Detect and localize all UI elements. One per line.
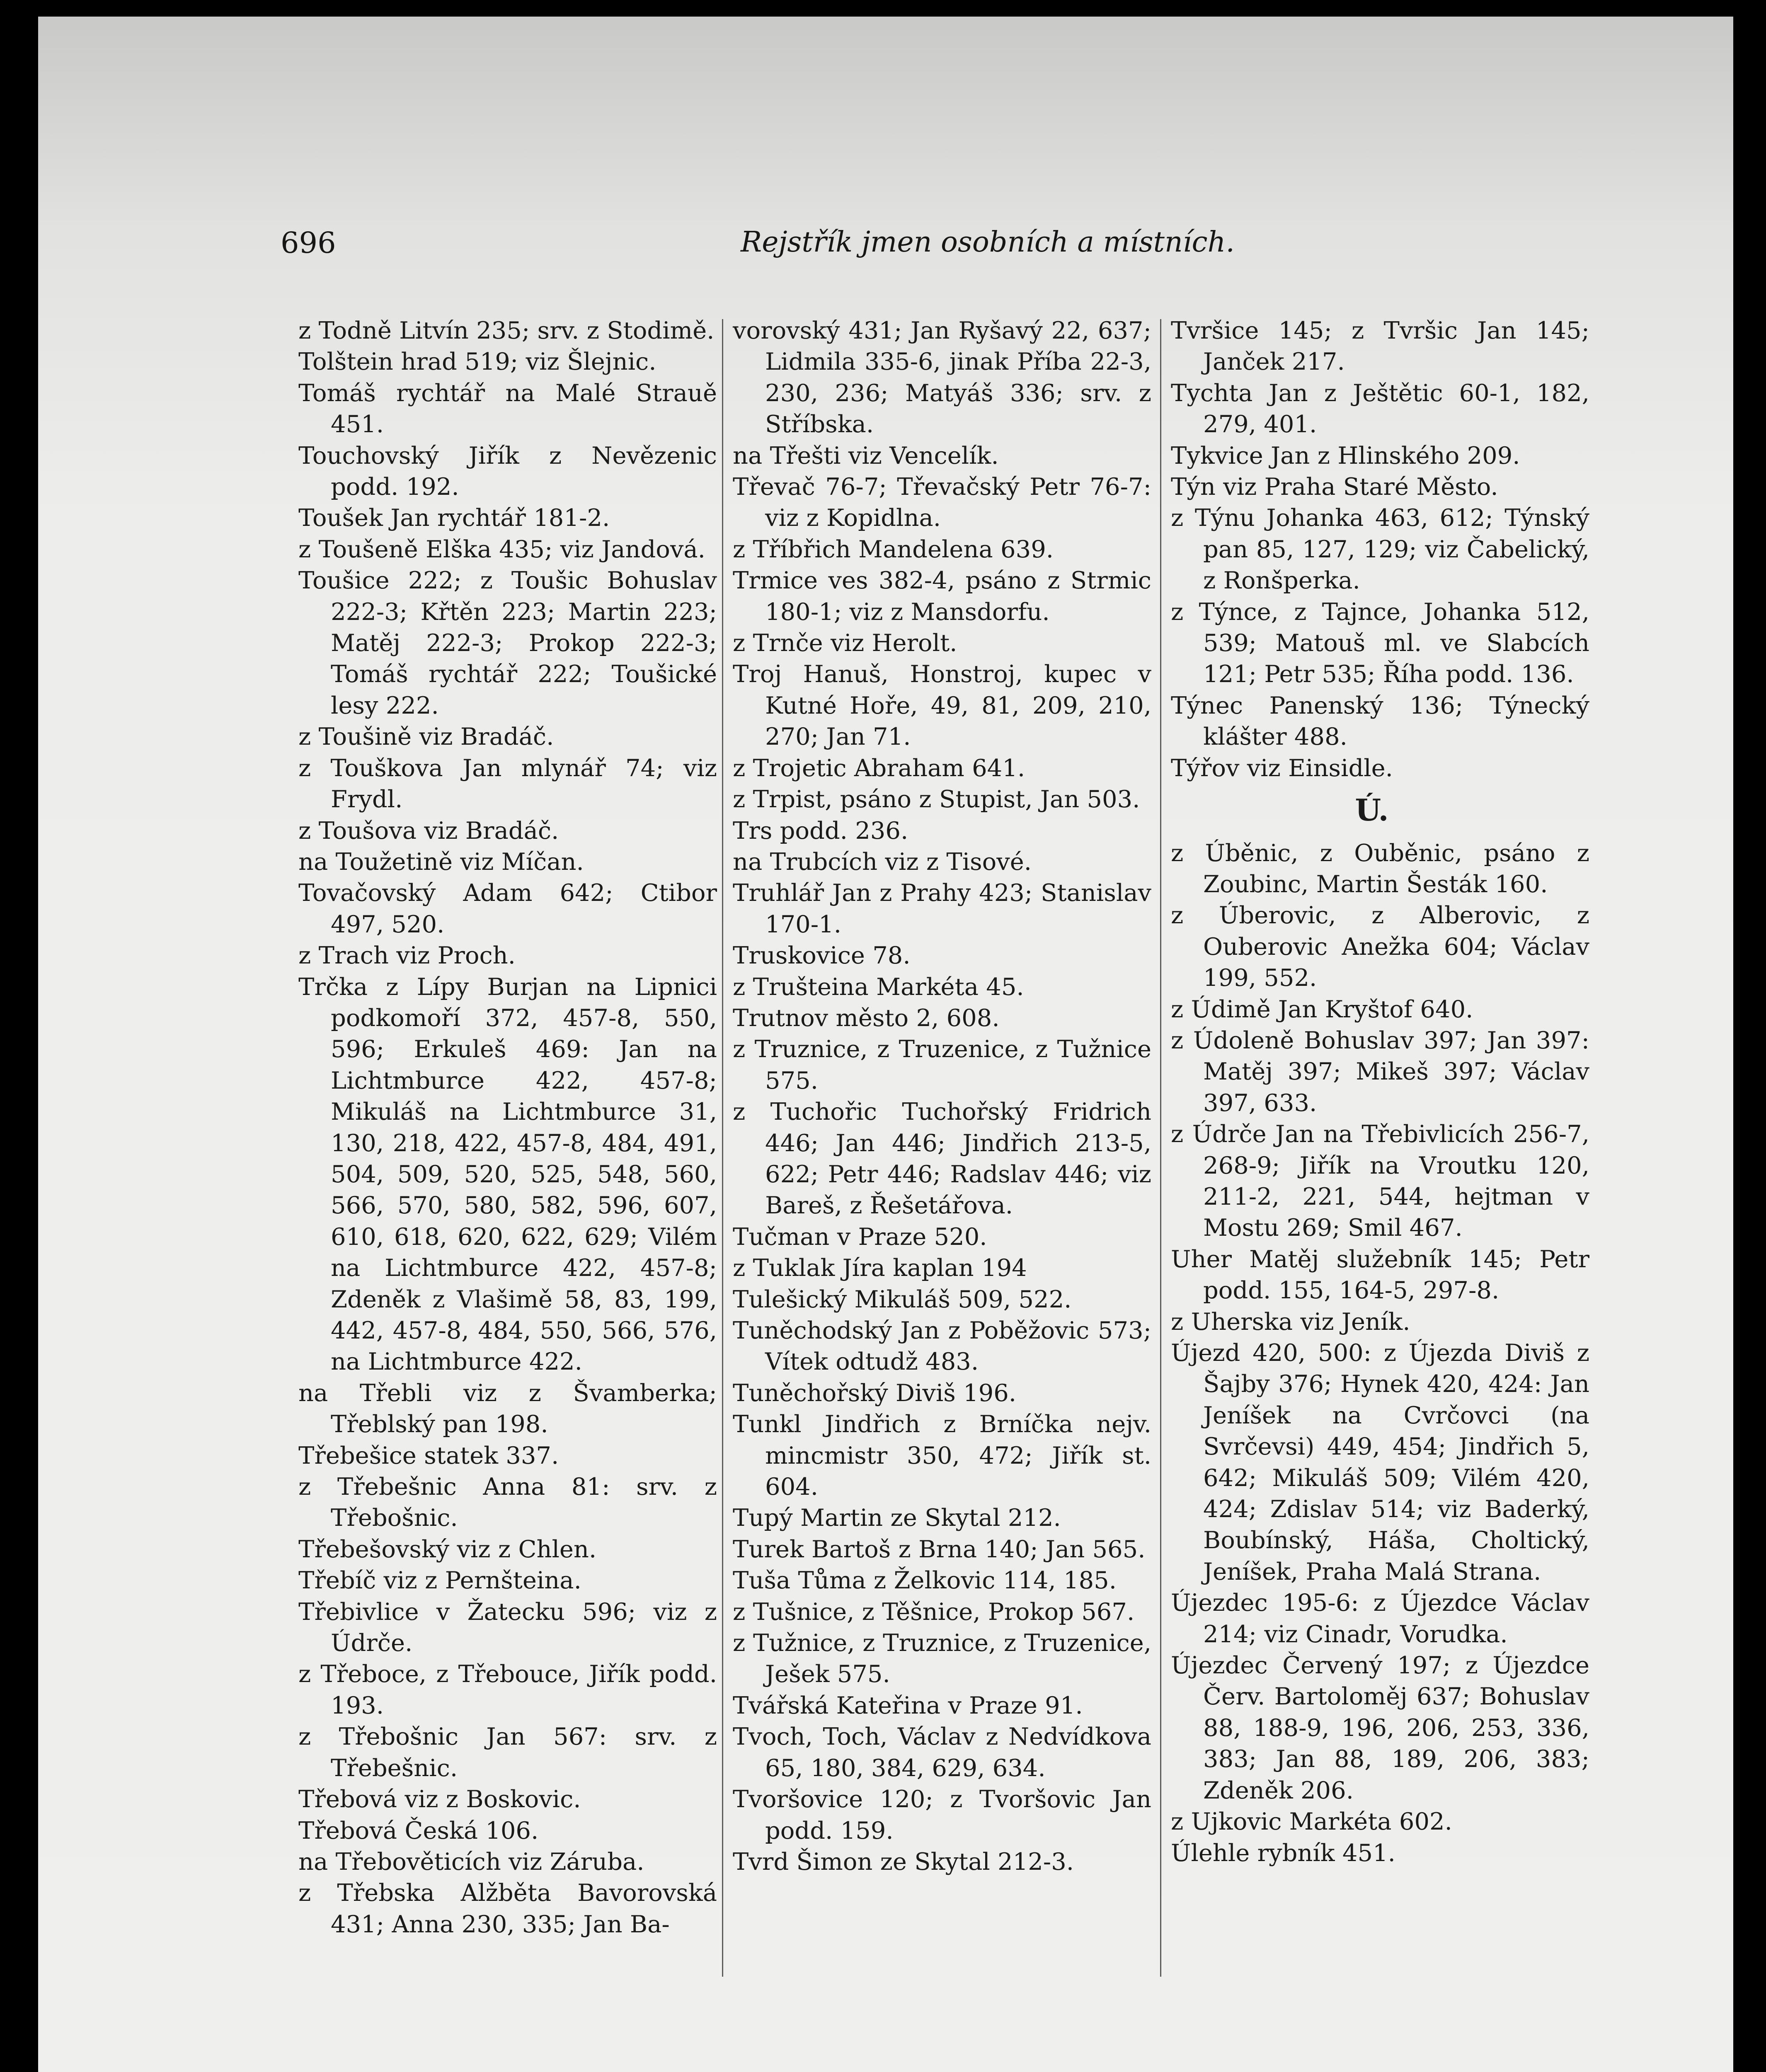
index-entry: z Ujkovic Markéta 602. bbox=[1171, 1808, 1452, 1836]
index-entry: na Trubcích viz z Tisové. bbox=[733, 847, 1032, 876]
index-entry: Třebová viz z Boskovic. bbox=[298, 1785, 581, 1813]
index-entry: Toušice 222; z Toušic Bohuslav 222-3; Křtěn 223; Martin 223; Matěj 222-3; Prokop 222-3; Tomáš rychtář 222; Toušické lesy 222. bbox=[298, 566, 717, 719]
index-entry: Troj Hanuš, Honstroj, kupec v Kutné Hoře, 49, 81, 209, 210, 270; Jan 71. bbox=[733, 660, 1151, 751]
index-entry: Trčka z Lípy Burjan na Lipnici podkomoří 372, 457-8, 550, 596; Erkuleš 469: Jan na Lichtmburce 422, 457-8; Mikuláš na Lichtmburce 31, 130, 218, 422, 457-8, 484, 491, 504, 509, 520, 525, 548, 560, 566, 570, 580, 582, 596, 607, 610, 618, 620, 622, 629; Vilém na Lichtmburce 422, 457-8; Zdeněk z Vlašimě 58, 83, 199, 442, 457-8, 484, 550, 566, 576, na Lichtmburce 422. bbox=[298, 973, 717, 1376]
index-entry: Třebešovský viz z Chlen. bbox=[298, 1535, 597, 1563]
index-entry: Tulešický Mikuláš 509, 522. bbox=[733, 1285, 1072, 1313]
index-entry: Tolštein hrad 519; viz Šlejnic. bbox=[298, 348, 656, 376]
index-entry: z Týnce, z Tajnce, Johanka 512, 539; Matouš ml. ve Slabcích 121; Petr 535; Říha podd. 136. bbox=[1171, 598, 1589, 688]
index-entry: Týřov viz Einsidle. bbox=[1171, 754, 1393, 782]
index-entry: Tvoch, Toch, Václav z Nedvídkova 65, 180, 384, 629, 634. bbox=[733, 1723, 1151, 1782]
index-entry: z Úberovic, z Alberovic, z Ouberovic Anežka 604; Václav 199, 552. bbox=[1171, 901, 1589, 992]
index-entry: z Trpist, psáno z Stupist, Jan 503. bbox=[733, 785, 1140, 813]
index-entry: Tvrd Šimon ze Skytal 212-3. bbox=[733, 1847, 1074, 1876]
index-entry: Úlehle rybník 451. bbox=[1171, 1839, 1395, 1867]
index-entry: Tuša Tůma z Želkovic 114, 185. bbox=[733, 1566, 1117, 1595]
index-entry: z Týnu Johanka 463, 612; Týnský pan 85, 127, 129; viz Čabelický, z Ronšperka. bbox=[1171, 504, 1589, 595]
index-entry: Tunkl Jindřich z Brníčka nejv. mincmistr 350, 472; Jiřík st. 604. bbox=[733, 1410, 1151, 1501]
index-entry: Tovačovský Adam 642; Ctibor 497, 520. bbox=[298, 879, 717, 938]
index-entry: Týnec Panenský 136; Týnecký klášter 488. bbox=[1171, 691, 1589, 751]
index-entry: z Tuklak Jíra kaplan 194 bbox=[733, 1254, 1027, 1282]
index-entry: z Touškova Jan mlynář 74; viz Frydl. bbox=[298, 754, 717, 813]
index-entry: z Třeboce, z Třebouce, Jiřík podd. 193. bbox=[298, 1660, 717, 1719]
index-entry: Turek Bartoš z Brna 140; Jan 565. bbox=[733, 1535, 1146, 1563]
index-entry: z Třebešnic Anna 81: srv. z Třebošnic. bbox=[298, 1473, 717, 1532]
index-entry: z Trojetic Abraham 641. bbox=[733, 754, 1025, 782]
index-entry: z Toušova viz Bradáč. bbox=[298, 816, 559, 845]
index-column-1 bbox=[298, 315, 717, 1940]
index-entry: z Třebošnic Jan 567: srv. z Třebešnic. bbox=[298, 1723, 717, 1782]
index-entry: z Tříbřich Mandelena 639. bbox=[733, 535, 1054, 563]
index-entry: Újezdec 195-6: z Újezdce Václav 214; viz Cinadr, Vorudka. bbox=[1171, 1589, 1589, 1648]
index-entry: na Třebověticích viz Záruba. bbox=[298, 1847, 644, 1876]
index-entry: Tykvice Jan z Hlinského 209. bbox=[1171, 441, 1520, 470]
index-entry: Újezd 420, 500: z Újezda Diviš z Šajby 376; Hynek 420, 424: Jan Jeníšek na Cvrčovci (na Svrčevsi) 449, 454; Jindřich 5, 642; Mikuláš 509; Vilém 420, 424; Zdislav 514; viz Baderký, Boubínský, Háša, Choltický, Jeníšek, Praha Malá Strana. bbox=[1171, 1339, 1589, 1585]
index-entry: z Trušteina Markéta 45. bbox=[733, 973, 1024, 1001]
index-entry: z Úběnic, z Ouběnic, psáno z Zoubinc, Martin Šesták 160. bbox=[1171, 839, 1589, 898]
book-page bbox=[38, 17, 1733, 2072]
index-entry: Újezdec Červený 197; z Újezdce Červ. Bartoloměj 637; Bohuslav 88, 188-9, 196, 206, 253, 336, 383; Jan 88, 189, 206, 383; Zdeněk 206. bbox=[1171, 1651, 1589, 1804]
index-entry: Toušek Jan rychtář 181-2. bbox=[298, 504, 610, 532]
index-entry: Třebová Česká 106. bbox=[298, 1816, 539, 1844]
index-entry: z Třebska Alžběta Bavorovská 431; Anna 230, 335; Jan Ba- bbox=[298, 1879, 717, 1938]
index-entry: z Údrče Jan na Třebivlicích 256-7, 268-9; Jiřík na Vroutku 120, 211-2, 221, 544, hejtman v Mostu 269; Smil 467. bbox=[1171, 1120, 1589, 1242]
index-entry: Tomáš rychtář na Malé Strauě 451. bbox=[298, 379, 717, 438]
index-entry: Tvoršovice 120; z Tvoršovic Jan podd. 159. bbox=[733, 1785, 1151, 1844]
index-entry: z Uherska viz Jeník. bbox=[1171, 1307, 1410, 1336]
index-entry: z Údoleně Bohuslav 397; Jan 397: Matěj 397; Mikeš 397; Václav 397, 633. bbox=[1171, 1026, 1589, 1117]
index-entry: z Údimě Jan Kryštof 640. bbox=[1171, 995, 1473, 1023]
index-entry: Trmice ves 382-4, psáno z Strmic 180-1; viz z Mansdorfu. bbox=[733, 566, 1151, 626]
page-header bbox=[281, 226, 1234, 271]
index-entry: Trs podd. 236. bbox=[733, 816, 908, 845]
index-column-3 bbox=[1171, 315, 1589, 1869]
index-entry: z Tužnice, z Truznice, z Truzenice, Ješek 575. bbox=[733, 1629, 1151, 1688]
index-column-2 bbox=[733, 315, 1151, 1877]
index-entry: Třebivlice v Žatecku 596; viz z Údrče. bbox=[298, 1598, 717, 1657]
index-entry: z Trnče viz Herolt. bbox=[733, 629, 957, 657]
index-entry: Truskovice 78. bbox=[733, 942, 911, 970]
index-entry: Trutnov město 2, 608. bbox=[733, 1004, 1000, 1032]
index-entry: z Tušnice, z Těšnice, Prokop 567. bbox=[733, 1598, 1135, 1626]
index-entry: z Toušině viz Bradáč. bbox=[298, 723, 554, 751]
index-entry: z Truznice, z Truzenice, z Tužnice 575. bbox=[733, 1035, 1151, 1094]
column-divider bbox=[722, 319, 723, 1977]
index-entry: z Trach viz Proch. bbox=[298, 942, 516, 970]
index-entry: na Toužetině viz Míčan. bbox=[298, 847, 584, 876]
running-title: Rejstřík jmen osobních a místních. bbox=[741, 226, 1235, 259]
index-entry: z Toušeně Elška 435; viz Jandová. bbox=[298, 535, 705, 563]
index-entry: Třebešice statek 337. bbox=[298, 1441, 559, 1469]
index-entry: Tvršice 145; z Tvršic Jan 145; Janček 217. bbox=[1171, 317, 1589, 376]
index-entry: na Třebli viz z Švamberka; Třeblský pan 198. bbox=[298, 1379, 717, 1438]
index-entry: Týn viz Praha Staré Město. bbox=[1171, 473, 1498, 501]
index-entry: z Tuchořic Tuchořský Fridrich 446; Jan 446; Jindřich 213-5, 622; Petr 446; Radslav 446; viz Bareš, z Řešetářova. bbox=[733, 1098, 1151, 1220]
index-entry: Tučman v Praze 520. bbox=[733, 1222, 987, 1251]
index-entry: Tuněchořský Diviš 196. bbox=[733, 1379, 1017, 1407]
index-entry: Touchovský Jiřík z Nevězenic podd. 192. bbox=[298, 441, 717, 501]
index-entry: Tuněchodský Jan z Poběžovic 573; Vítek odtudž 483. bbox=[733, 1317, 1151, 1376]
index-entry: Třebíč viz z Pernšteina. bbox=[298, 1566, 581, 1595]
page-number: 696 bbox=[281, 226, 336, 260]
column-divider bbox=[1160, 319, 1161, 1977]
index-entry: z Todně Litvín 235; srv. z Stodimě. bbox=[298, 317, 715, 344]
index-entry: na Třešti viz Vencelík. bbox=[733, 441, 999, 470]
index-entry: Tupý Martin ze Skytal 212. bbox=[733, 1504, 1061, 1532]
index-entry: Truhlář Jan z Prahy 423; Stanislav 170-1. bbox=[733, 879, 1151, 938]
index-entry: vorovský 431; Jan Ryšavý 22, 637; Lidmila 335-6, jinak Příba 22-3, 230, 236; Matyáš 336; srv. z Stříbska. bbox=[733, 317, 1151, 438]
index-entry: Tychta Jan z Ještětic 60-1, 182, 279, 401. bbox=[1171, 379, 1589, 438]
section-heading-u: Ú. bbox=[1355, 792, 1389, 828]
index-entry: Uher Matěj služebník 145; Petr podd. 155, 164-5, 297-8. bbox=[1171, 1245, 1589, 1305]
index-entry: Tvářská Kateřina v Praze 91. bbox=[733, 1691, 1083, 1719]
index-entry: Třevač 76-7; Třevačský Petr 76-7: viz z Kopidlna. bbox=[733, 473, 1151, 532]
